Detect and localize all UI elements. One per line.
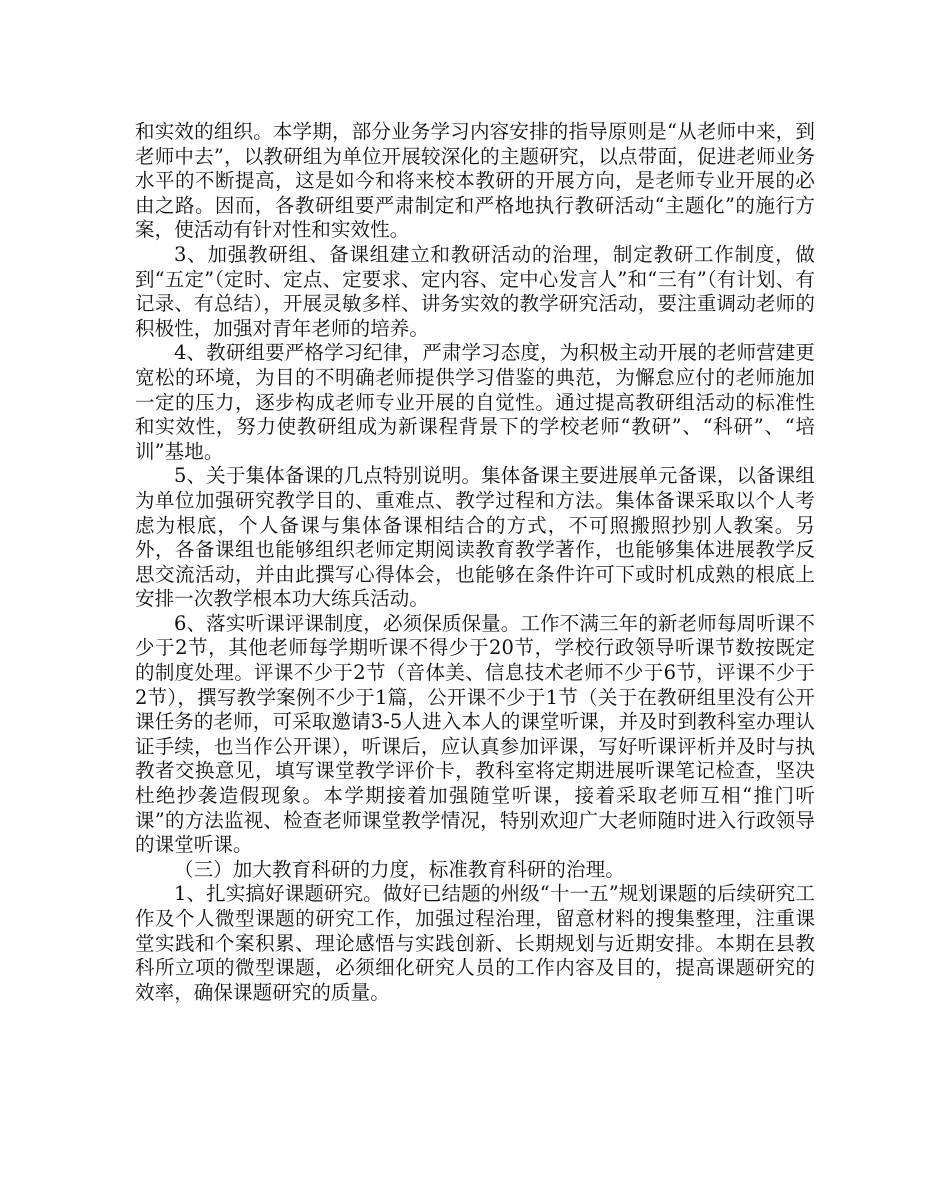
paragraph-item-3: 3、加强教研组、备课组建立和教研活动的治理，制定教研工作制度，做到“五定”（定时、定点、定要求、定内容、定中心发言人”和“三有”（有计划、有记录、有总结），开展灵敏多样、讲务实效的教学研究活动，要注重调动老师的积极性，加强对青年老师的培养。 xyxy=(135,242,815,340)
paragraph-item-4: 4、教研组要严格学习纪律，严肃学习态度，为积极主动开展的老师营建更宽松的环境，为目的不明确老师提供学习借鉴的典范，为懈怠应付的老师施加一定的压力，逐步构成老师专业开展的自觉性。通过提高教研组活动的标准性和实效性，努力使教研组成为新课程背景下的学校老师“教研”、“科研”、“培训”基地。 xyxy=(135,341,815,463)
paragraph-continuation: 和实效的组织。本学期，部分业务学习内容安排的指导原则是“从老师中来，到老师中去”，以教研组为单位开展较深化的主题研究，以点带面，促进老师业务水平的不断提高，这是如今和将来校本教研的开展方向，是老师专业开展的必由之路。因而，各教研组要严肃制定和严格地执行教研活动“主题化”的施行方案，使活动有针对性和实效性。 xyxy=(135,120,815,242)
paragraph-item-5: 5、关于集体备课的几点特别说明。集体备课主要进展单元备课，以备课组为单位加强研究教学目的、重难点、教学过程和方法。集体备课采取以个人考虑为根底，个人备课与集体备课相结合的方式，不可照搬照抄别人教案。另外，各备课组也能够组织老师定期阅读教育教学著作，也能够集体进展教学反思交流活动，并由此撰写心得体会，也能够在条件许可下或时机成熟的根底上安排一次教学根本功大练兵活动。 xyxy=(135,464,815,611)
paragraph-item-6: 6、落实听课评课制度，必须保质保量。工作不满三年的新老师每周听课不少于2节，其他老师每学期听课不得少于20节，学校行政领导听课节数按既定的制度处理。评课不少于2节（音体美、信息技术老师不少于6节，评课不少于2节），撰写教学案例不少于1篇，公开课不少于1节（关于在教研组里没有公开课任务的老师，可采取邀请3-5人进入本人的课堂听课，并及时到教科室办理认证手续，也当作公开课），听课后，应认真参加评课，写好听课评析并及时与执教者交换意见，填写课堂教学评价卡，教科室将定期进展听课笔记检查，坚决杜绝抄袭造假现象。本学期接着加强随堂听课，接着采取老师互相“推门听课”的方法监视、检查老师课堂教学情况，特别欢迎广大老师随时进入行政领导的课堂听课。 xyxy=(135,611,815,857)
paragraph-item-1: 1、扎实搞好课题研究。做好已结题的州级“十一五”规划课题的后续研究工作及个人微型课题的研究工作，加强过程治理，留意材料的搜集整理，注重课堂实践和个案积累、理论感悟与实践创新、长期规划与近期安排。本期在县教科所立项的微型课题，必须细化研究人员的工作内容及目的，提高课题研究的效率，确保课题研究的质量。 xyxy=(135,882,815,1004)
document-page xyxy=(135,120,815,1005)
section-heading-3: （三）加大教育科研的力度，标准教育科研的治理。 xyxy=(174,857,625,881)
